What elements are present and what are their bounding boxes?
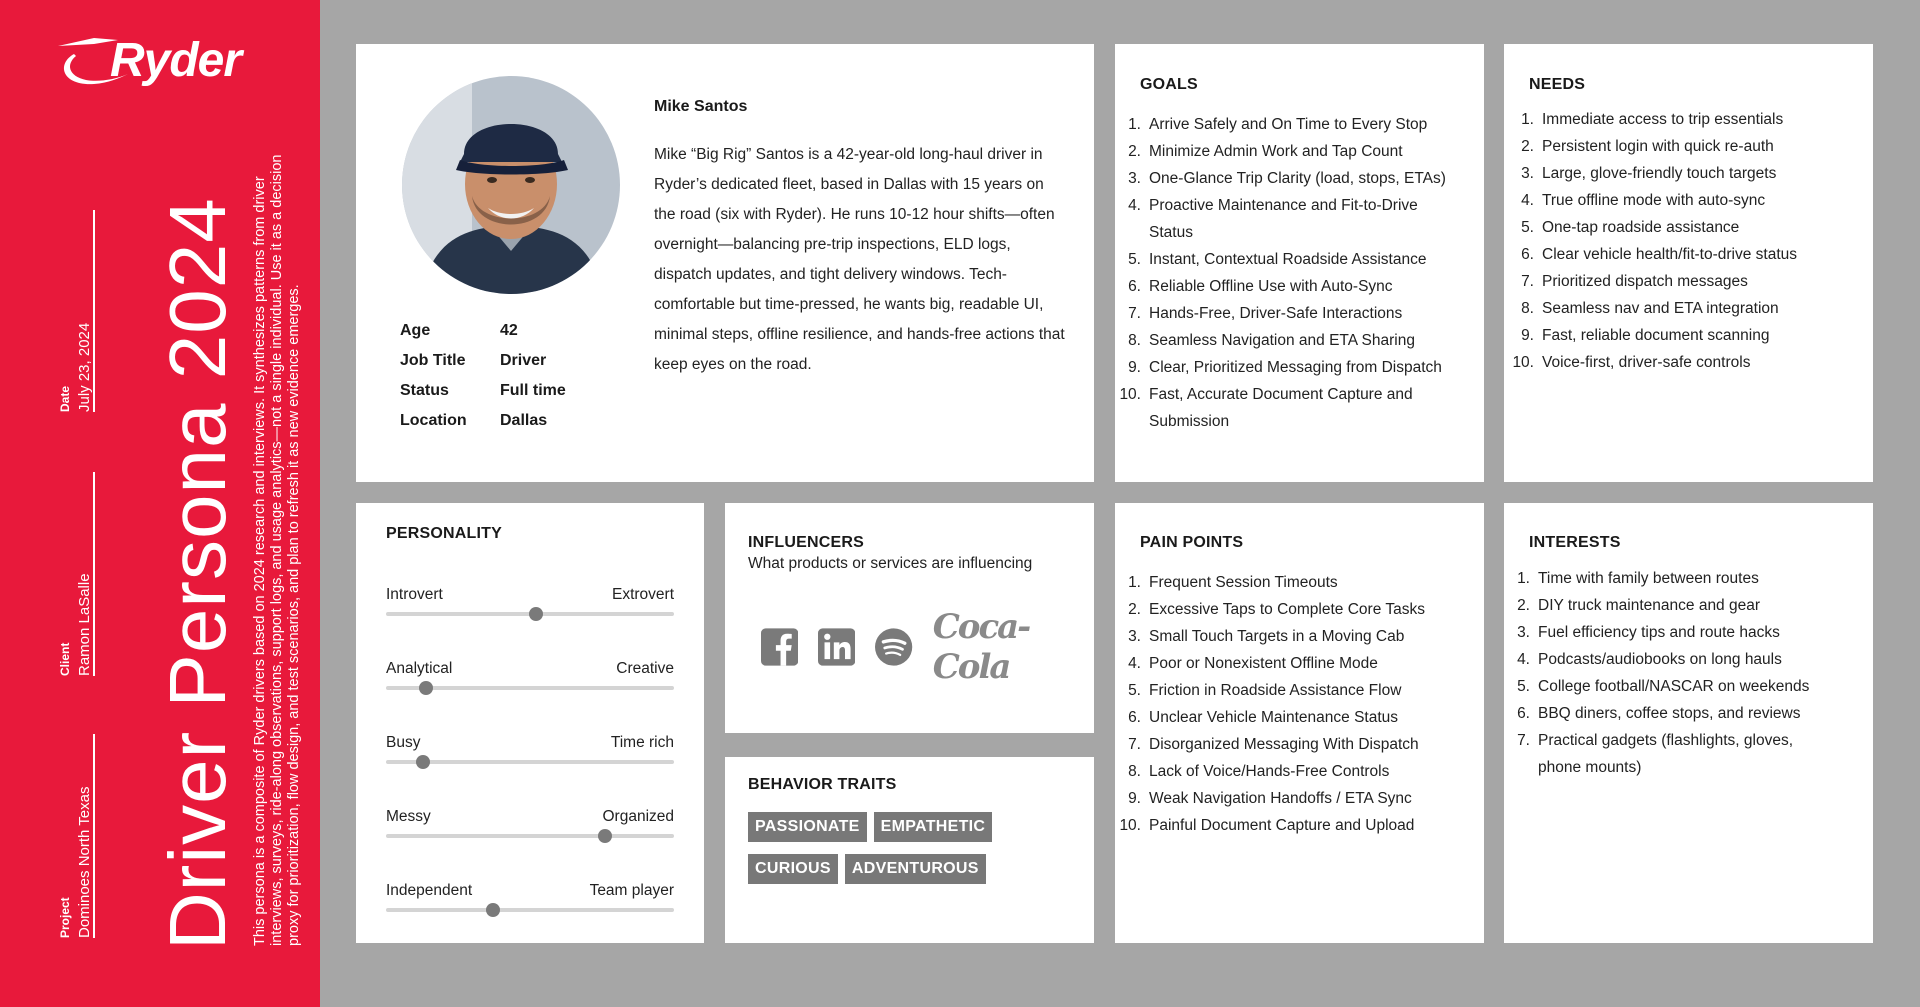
list-item: 6. Unclear Vehicle Maintenance Status: [1128, 709, 1399, 726]
slider-right-label: Creative: [616, 660, 674, 677]
linkedin-icon[interactable]: [818, 627, 855, 667]
list-item: 8. Lack of Voice/Hands-Free Controls: [1128, 763, 1390, 780]
list-item: 7. Hands-Free, Driver-Safe Interactions: [1128, 305, 1403, 322]
client-label: Client: [58, 642, 72, 676]
fact-label: Job Title: [400, 352, 466, 369]
pain-points-title: PAIN POINTS: [1140, 534, 1244, 551]
fact-label: Status: [400, 382, 449, 399]
list-item: 10. Fast, Accurate Document Capture and Submission: [1119, 386, 1413, 430]
fact-label: Location: [400, 412, 467, 429]
slider-knob: [416, 755, 430, 769]
goals-card: [1115, 44, 1484, 482]
influencer-logos: [761, 607, 1094, 687]
personality-title: PERSONALITY: [386, 525, 502, 542]
interests-list: [1504, 565, 1868, 781]
fact-value: Dallas: [500, 412, 548, 429]
pain-points-card: [1115, 503, 1484, 943]
list-item: 5. One-tap roadside assistance: [1521, 219, 1740, 236]
list-item: 2. Excessive Taps to Complete Core Tasks: [1128, 601, 1425, 618]
list-item: 1. Arrive Safely and On Time to Every Stop: [1128, 116, 1428, 133]
personality-slider: [386, 808, 674, 838]
profile-photo: [402, 76, 620, 294]
list-item: 7. Prioritized dispatch messages: [1521, 273, 1748, 290]
trait-tag: PASSIONATE: [748, 812, 867, 842]
profile-card: [356, 44, 1094, 482]
slider-right-label: Team player: [589, 882, 674, 899]
fact-value: Driver: [500, 352, 547, 369]
interests-title: INTERESTS: [1529, 534, 1621, 551]
fact-row: [400, 406, 566, 436]
slider-left-label: Messy: [386, 808, 431, 825]
logo-text: Ryder: [110, 34, 242, 87]
project-meta: [58, 897, 72, 938]
pain-points-list: [1115, 569, 1479, 839]
project-label: Project: [58, 897, 72, 938]
fact-label: Age: [400, 322, 431, 339]
slider-right-label: Organized: [602, 808, 674, 825]
behavior-tags: [748, 812, 1088, 884]
date-meta: [58, 386, 72, 412]
date-label: Date: [58, 385, 72, 412]
ryder-logo[interactable]: [54, 30, 264, 92]
slider-left-label: Independent: [386, 882, 473, 899]
slider-knob: [486, 903, 500, 917]
goals-title: GOALS: [1140, 76, 1198, 93]
slider-track: [386, 760, 674, 764]
client-value: Ramon LaSalle: [76, 573, 93, 676]
personality-slider: [386, 586, 674, 616]
fact-value: Full time: [500, 382, 566, 399]
date-value: July 23, 2024: [76, 322, 93, 412]
goals-list: [1115, 111, 1475, 435]
slider-knob: [529, 607, 543, 621]
list-item: 4. Podcasts/audiobooks on long hauls: [1517, 651, 1782, 668]
list-item: 4. True offline mode with auto-sync: [1521, 192, 1766, 209]
slider-knob: [419, 681, 433, 695]
list-item: 5. Friction in Roadside Assistance Flow: [1128, 682, 1402, 699]
trait-tag: EMPATHETIC: [874, 812, 993, 842]
sidebar: [0, 0, 320, 1007]
list-item: 5. Instant, Contextual Roadside Assistance: [1128, 251, 1427, 268]
persona-name: Mike Santos: [654, 98, 748, 115]
slider-track: [386, 686, 674, 690]
personality-slider: [386, 660, 674, 690]
list-item: 3. Large, glove-friendly touch targets: [1521, 165, 1777, 182]
personality-slider: [386, 882, 674, 912]
list-item: 3. Small Touch Targets in a Moving Cab: [1128, 628, 1405, 645]
personality-card: [356, 503, 704, 943]
list-item: 10. Voice-first, driver-safe controls: [1512, 354, 1751, 371]
persona-bio: Mike “Big Rig” Santos is a 42-year-old long-haul driver in Ryder’s dedicated fleet, based in Dallas with 15 years on the road (six with Ryder). He runs 10-12 hour shifts—often overnight—balancing pre-trip inspections, ELD logs, dispatch updates, and tight delivery windows. Tech-comfortable but time-pressed, he wants big, readable UI, minimal steps, offline resilience, and hands-free actions that keep eyes on the road.: [654, 146, 1065, 373]
persona-title: Driver Persona 2024: [153, 197, 242, 950]
list-item: 5. College football/NASCAR on weekends: [1517, 678, 1810, 695]
persona-description: This persona is a composite of Ryder drivers based on 2024 research and interviews. It synthesizes patterns from driver interviews, surveys, ride-along observations, support logs, and usage analytics—not a single individual. Use it as a decision proxy for prioritization, flow design, and test scenarios, and plan to refresh it as new evidence emerges.: [252, 154, 302, 946]
interests-card: [1504, 503, 1873, 943]
slider-left-label: Busy: [386, 734, 421, 751]
list-item: 6. Clear vehicle health/fit-to-drive status: [1521, 246, 1798, 263]
slider-track: [386, 612, 674, 616]
influencers-title: INFLUENCERS: [748, 534, 864, 551]
profile-facts: [400, 316, 566, 436]
list-item: 1. Time with family between routes: [1517, 570, 1759, 587]
slider-right-label: Extrovert: [611, 586, 674, 603]
slider-track: [386, 908, 674, 912]
client-value-group: [76, 472, 95, 676]
influencers-card: [725, 503, 1094, 733]
list-item: 6. BBQ diners, coffee stops, and reviews: [1517, 705, 1801, 722]
slider-knob: [598, 829, 612, 843]
project-value-group: [76, 734, 95, 938]
personality-slider: [386, 734, 674, 764]
slider-right-label: Time rich: [610, 734, 674, 751]
fact-row: [400, 316, 566, 346]
fact-row: [400, 346, 566, 376]
list-item: 4. Poor or Nonexistent Offline Mode: [1128, 655, 1378, 672]
slider-left-label: Introvert: [386, 586, 443, 603]
list-item: 4. Proactive Maintenance and Fit-to-Drive Status: [1128, 197, 1418, 241]
list-item: 8. Seamless Navigation and ETA Sharing: [1128, 332, 1415, 349]
needs-title: NEEDS: [1529, 76, 1586, 93]
client-meta: [58, 643, 72, 676]
date-value-group: [76, 210, 95, 412]
list-item: 1. Immediate access to trip essentials: [1521, 111, 1784, 128]
trait-tag: ADVENTUROUS: [845, 854, 986, 884]
fact-row: [400, 376, 566, 406]
behavior-title: BEHAVIOR TRAITS: [748, 776, 897, 793]
list-item: 8. Seamless nav and ETA integration: [1521, 300, 1779, 317]
needs-card: [1504, 44, 1873, 482]
needs-list: [1508, 106, 1868, 376]
trait-tag: CURIOUS: [748, 854, 838, 884]
list-item: 2. Persistent login with quick re-auth: [1521, 138, 1774, 155]
slider-track: [386, 834, 674, 838]
facebook-icon[interactable]: [761, 627, 798, 667]
coca-cola-logo[interactable]: Coca-Cola: [932, 607, 1030, 687]
fact-value: 42: [500, 322, 518, 339]
list-item: 9. Clear, Prioritized Messaging from Dispatch: [1128, 359, 1442, 376]
list-item: 2. Minimize Admin Work and Tap Count: [1128, 143, 1403, 160]
list-item: 3. Fuel efficiency tips and route hacks: [1517, 624, 1780, 641]
list-item: 7. Practical gadgets (flashlights, gloves, phone mounts): [1517, 732, 1794, 776]
list-item: 10. Painful Document Capture and Upload: [1119, 817, 1415, 834]
list-item: 3. One-Glance Trip Clarity (load, stops, ETAs): [1128, 170, 1446, 187]
influencers-subtitle: What products or services are influencing: [748, 555, 1033, 572]
spotify-icon[interactable]: [875, 627, 912, 667]
slider-left-label: Analytical: [386, 660, 453, 677]
list-item: 9. Fast, reliable document scanning: [1521, 327, 1770, 344]
list-item: 6. Reliable Offline Use with Auto-Sync: [1128, 278, 1393, 295]
list-item: 9. Weak Navigation Handoffs / ETA Sync: [1128, 790, 1412, 807]
behavior-card: [725, 757, 1094, 943]
list-item: 2. DIY truck maintenance and gear: [1517, 597, 1761, 614]
list-item: 1. Frequent Session Timeouts: [1128, 574, 1338, 591]
project-value: Dominoes North Texas: [76, 786, 93, 938]
list-item: 7. Disorganized Messaging With Dispatch: [1128, 736, 1419, 753]
